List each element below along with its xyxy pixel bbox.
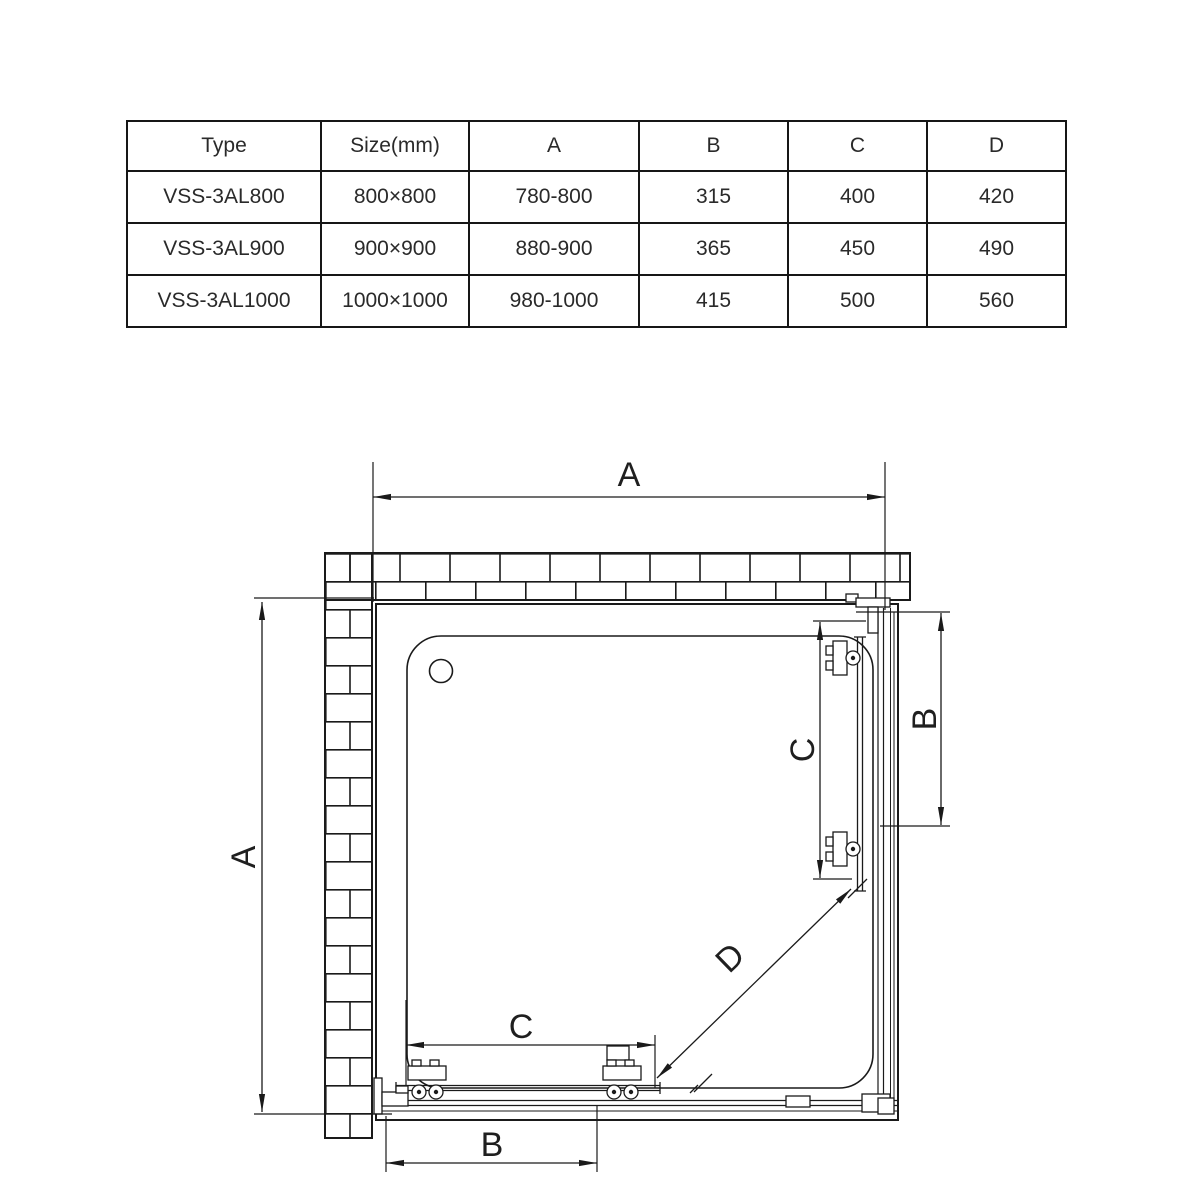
spec-cell-c: 400 bbox=[788, 171, 927, 223]
dim-d-diagonal bbox=[657, 889, 851, 1078]
dim-label-a-left: A bbox=[225, 845, 263, 869]
roller-bracket-bottom-left bbox=[408, 1060, 446, 1099]
sliding-door-right bbox=[826, 637, 867, 898]
spec-cell-c: 450 bbox=[788, 223, 927, 275]
brick-wall-left bbox=[325, 553, 372, 1138]
dim-label-c-bottom: C bbox=[508, 1008, 534, 1046]
col-header-size: Size(mm) bbox=[321, 121, 469, 171]
spec-cell-d: 420 bbox=[927, 171, 1066, 223]
spec-cell-c: 500 bbox=[788, 275, 927, 327]
dim-label-c-right: C bbox=[784, 737, 822, 763]
spec-cell-size: 1000×1000 bbox=[321, 275, 469, 327]
dim-label-a-top: A bbox=[617, 456, 641, 494]
spec-cell-type: VSS-3AL900 bbox=[127, 223, 321, 275]
fixed-panel-right bbox=[878, 608, 894, 1114]
spec-cell-b: 315 bbox=[639, 171, 788, 223]
col-header-a: A bbox=[469, 121, 639, 171]
brick-wall-top bbox=[325, 553, 910, 600]
dim-b-bottom bbox=[386, 1106, 597, 1172]
door-stop-bottom bbox=[690, 1074, 712, 1093]
spec-cell-a: 980-1000 bbox=[469, 275, 639, 327]
spec-cell-d: 490 bbox=[927, 223, 1066, 275]
spec-cell-b: 415 bbox=[639, 275, 788, 327]
dim-label-d: D bbox=[708, 935, 753, 981]
bottom-rail bbox=[376, 1094, 898, 1114]
shower-tray bbox=[407, 636, 873, 1088]
col-header-type: Type bbox=[127, 121, 321, 171]
col-header-c: C bbox=[788, 121, 927, 171]
spec-cell-d: 560 bbox=[927, 275, 1066, 327]
sliding-door-bottom bbox=[396, 1046, 712, 1099]
col-header-b: B bbox=[639, 121, 788, 171]
spec-cell-a: 880-900 bbox=[469, 223, 639, 275]
spec-cell-size: 900×900 bbox=[321, 223, 469, 275]
spec-cell-size: 800×800 bbox=[321, 171, 469, 223]
spec-cell-a: 780-800 bbox=[469, 171, 639, 223]
wall-profile-bottom-left bbox=[374, 1078, 408, 1114]
spec-cell-b: 365 bbox=[639, 223, 788, 275]
spec-cell-type: VSS-3AL800 bbox=[127, 171, 321, 223]
drain-circle bbox=[430, 660, 453, 683]
dim-label-b-right: B bbox=[906, 707, 944, 731]
roller-bracket-right-bottom bbox=[826, 832, 860, 866]
roller-bracket-right-top bbox=[826, 641, 860, 675]
dim-b-right bbox=[856, 612, 950, 826]
col-header-d: D bbox=[927, 121, 1066, 171]
dim-label-b-bottom: B bbox=[480, 1126, 504, 1164]
spec-cell-type: VSS-3AL1000 bbox=[127, 275, 321, 327]
